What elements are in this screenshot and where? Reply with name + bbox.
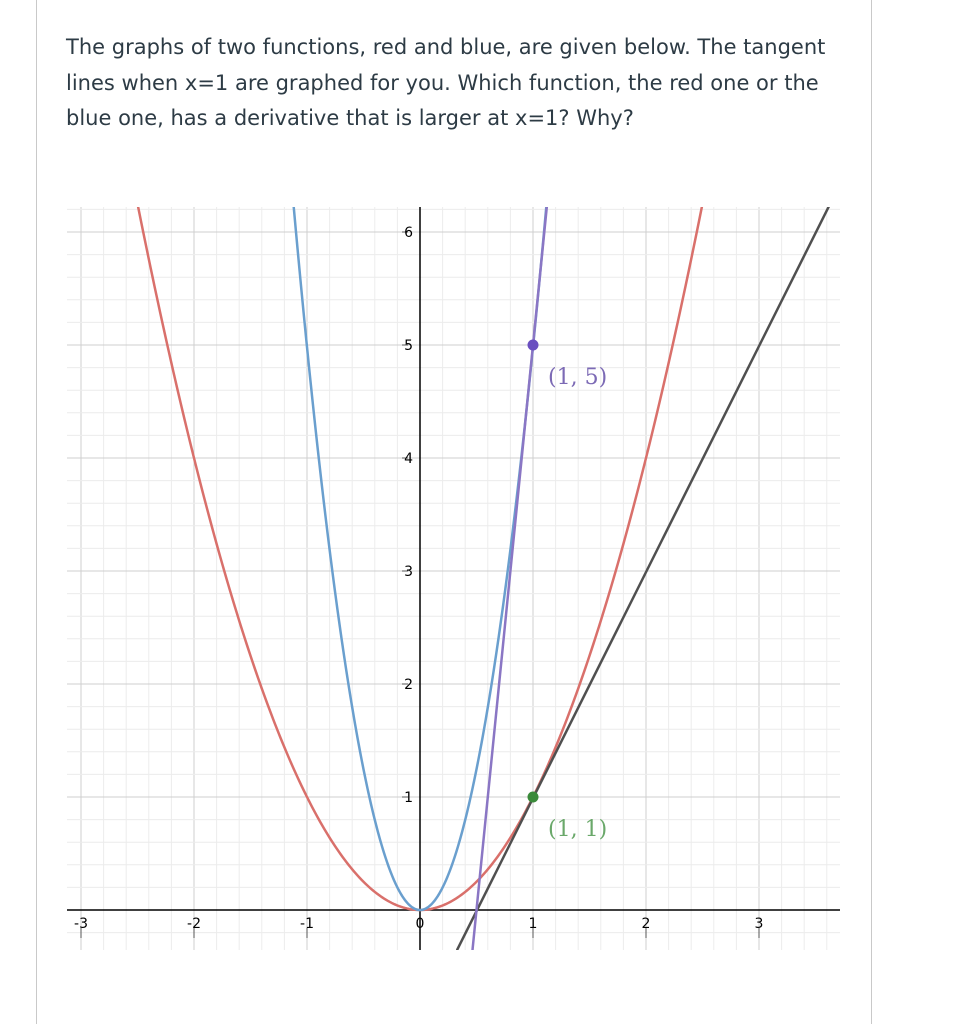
point-label: (1, 5) <box>548 365 608 390</box>
x-tick-label: -2 <box>187 916 201 932</box>
x-tick-label: -3 <box>74 916 88 932</box>
point-1-5 <box>528 340 539 351</box>
y-tick-label: 1 <box>404 790 413 806</box>
y-tick-label: 2 <box>404 677 413 693</box>
x-tick-label: 3 <box>754 916 764 932</box>
grid-lines <box>67 207 840 950</box>
x-tick-label: 1 <box>528 916 538 932</box>
x-tick-label: -1 <box>300 916 314 932</box>
point-1-1 <box>528 792 539 803</box>
y-tick-label: 3 <box>404 564 413 580</box>
red-tangent-line <box>457 204 830 950</box>
curves <box>138 204 831 950</box>
y-tick-label: 5 <box>404 338 413 354</box>
x-tick-label: 2 <box>641 916 651 932</box>
point-label: (1, 1) <box>548 817 608 842</box>
y-tick-label: 4 <box>404 451 413 467</box>
question-text: The graphs of two functions, red and blue, are given below. The tangent lines when x=1 are graphed for you. Which function, the red one or the blue one, has a derivative that is larger at x=1? Why? <box>66 35 826 130</box>
x-tick-label: 0 <box>415 916 425 932</box>
y-tick-label: 6 <box>404 225 413 241</box>
